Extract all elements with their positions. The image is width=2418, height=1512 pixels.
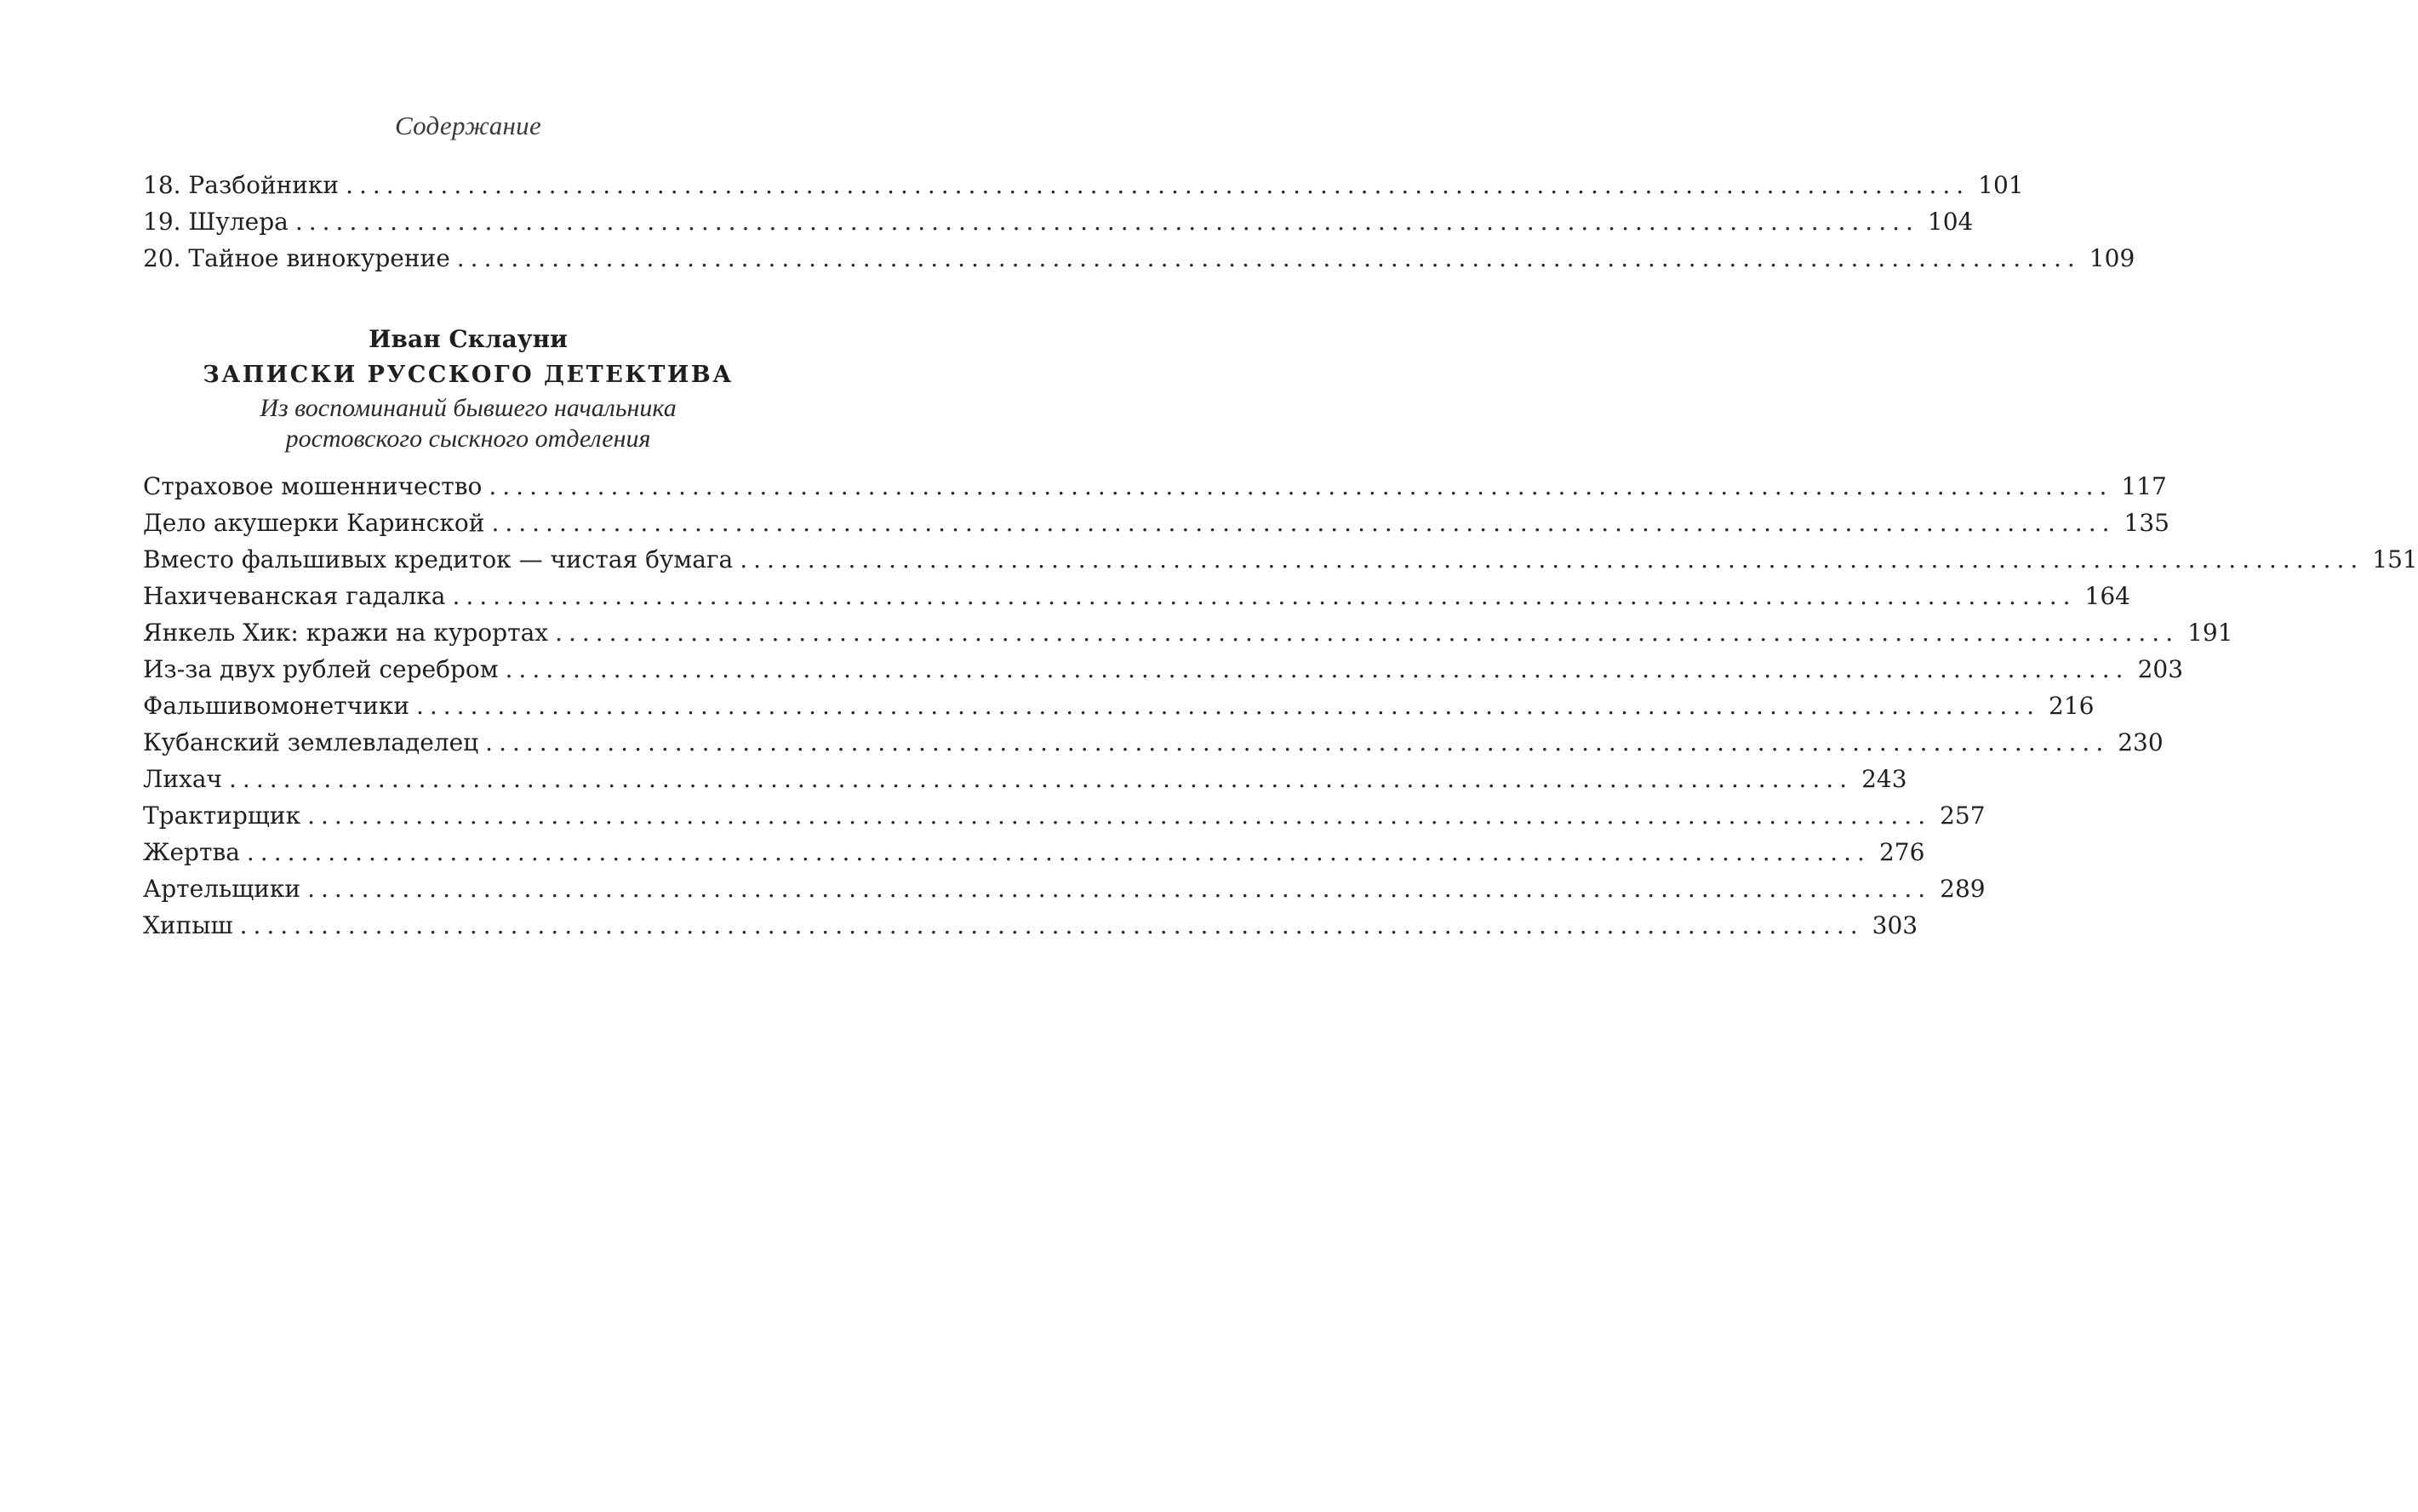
toc-leader-dots: ........................................................................................................................ <box>491 509 2116 537</box>
toc-entry-title: Жертва <box>143 838 240 866</box>
toc-entry-page: 257 <box>1940 802 1986 830</box>
toc-entry-page: 191 <box>2187 619 2233 647</box>
toc-entry-title: Трактирщик <box>143 802 301 830</box>
toc-entry-title: Из-за двух рублей серебром <box>143 655 499 683</box>
toc-leader-dots: ........................................................................................................................ <box>229 765 1854 793</box>
toc-entry <box>143 240 2135 277</box>
toc-list-part1 <box>143 167 2135 277</box>
toc-list-part2 <box>143 468 2418 944</box>
toc-entry <box>143 541 2418 578</box>
toc-entry-page: 203 <box>2137 655 2184 683</box>
toc-leader-dots: ........................................................................................................................ <box>489 472 2113 500</box>
toc-entry-title: Страховое мошенничество <box>143 472 483 500</box>
toc-entry-title: Фальшивомонетчики <box>143 692 409 720</box>
toc-entry <box>143 505 2169 541</box>
toc-entry-page: 216 <box>2049 692 2095 720</box>
toc-entry-title: 18. Разбойники <box>143 171 340 199</box>
toc-entry-page: 289 <box>1940 875 1986 903</box>
toc-entry-page: 230 <box>2118 728 2164 756</box>
toc-entry-page: 276 <box>1878 838 1925 866</box>
toc-entry-page: 101 <box>1978 171 2024 199</box>
toc-leader-dots: ........................................................................................................................ <box>505 655 2129 683</box>
toc-leader-dots: ........................................................................................................................ <box>485 728 2110 756</box>
running-head: Содержание <box>394 111 542 140</box>
toc-entry-title: Дело акушерки Каринской <box>143 509 485 537</box>
toc-entry-title: Кубанский землевладелец <box>143 728 479 756</box>
toc-entry-page: 104 <box>1927 208 1974 236</box>
toc-leader-dots: ........................................................................................................................ <box>456 244 2081 272</box>
section-subtitle-line2: ростовского сыскного отделения <box>285 425 651 453</box>
toc-leader-dots: ........................................................................................................................ <box>239 911 1864 939</box>
toc-entry-page: 151 <box>2372 545 2418 573</box>
toc-leader-dots: ........................................................................................................................ <box>307 802 1932 830</box>
toc-entry <box>143 724 2164 761</box>
toc-leader-dots: ........................................................................................................................ <box>415 692 2041 720</box>
toc-entry <box>143 761 1907 797</box>
section-title: ЗАПИСКИ РУССКОГО ДЕТЕКТИВА <box>203 362 734 388</box>
toc-entry <box>143 688 2095 724</box>
toc-leader-dots: ........................................................................................................................ <box>307 875 1932 903</box>
toc-entry-page: 117 <box>2121 472 2167 500</box>
toc-entry <box>143 797 1986 834</box>
section-subtitle-line1: Из воспоминаний бывшего начальника <box>260 394 677 422</box>
toc-entry-title: 20. Тайное винокурение <box>143 244 450 272</box>
toc-entry <box>143 203 1974 240</box>
toc-entry <box>143 167 2024 203</box>
toc-entry <box>143 468 2167 505</box>
toc-entry-page: 303 <box>1872 911 1918 939</box>
toc-entry-title: Нахичеванская гадалка <box>143 582 446 610</box>
section-heading <box>0 322 936 454</box>
toc-entry-title: Артельщики <box>143 875 301 903</box>
toc-entry <box>143 907 1918 944</box>
toc-leader-dots: ........................................................................................................................ <box>452 582 2077 610</box>
toc-entry <box>143 614 2233 651</box>
toc-entry-title: Янкель Хик: кражи на курортах <box>143 619 549 647</box>
toc-leader-dots: ........................................................................................................................ <box>740 545 2364 573</box>
toc-leader-dots: ........................................................................................................................ <box>346 171 1970 199</box>
toc-entry <box>143 651 2184 688</box>
toc-leader-dots: ........................................................................................................................ <box>246 838 1871 866</box>
toc-entry-title: Хипыш <box>143 911 233 939</box>
toc-leader-dots: ........................................................................................................................ <box>294 208 1919 236</box>
toc-entry-title: Лихач <box>143 765 223 793</box>
toc-leader-dots: ........................................................................................................................ <box>555 619 2180 647</box>
toc-entry-page: 164 <box>2084 582 2130 610</box>
toc-entry-page: 135 <box>2124 509 2169 537</box>
toc-entry-page: 243 <box>1861 765 1907 793</box>
toc-entry <box>143 578 2130 614</box>
toc-entry-title: Вместо фальшивых кредиток — чистая бумага <box>143 545 734 573</box>
toc-entry <box>143 834 1925 870</box>
toc-entry-title: 19. Шулера <box>143 208 289 236</box>
toc-entry-page: 109 <box>2089 244 2135 272</box>
toc-entry <box>143 870 1986 907</box>
section-author: Иван Склауни <box>369 325 568 353</box>
